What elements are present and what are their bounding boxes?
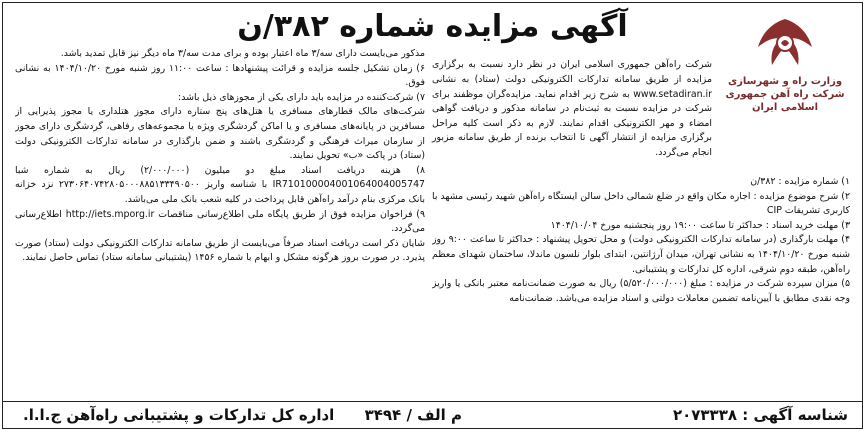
- list-item: ۲) شرح موضوع مزایده : اجاره مکان واقع در ضلع شمالی داخل سالن ایستگاه راه‌آهن شهید رئیسی مشهد با کاربری تشریفات CIP: [432, 190, 850, 217]
- footer: [3, 405, 862, 427]
- list-item: شایان ذکر است دریافت اسناد صرفاً می‌بایست از طریق سامانه تدارکات الکترونیکی دولت (ستاد) صورت پذیرد. در صورت بروز هرگونه مشکل و ابهام با شماره ۱۴۵۶ (پشتیبانی سامانه ستاد) تماس حاصل نمایند.: [15, 237, 425, 264]
- issuing-office: اداره کل تدارکات و پشتیبانی راه‌آهن ج.ا.ا.: [23, 406, 335, 424]
- right-column: [432, 175, 850, 400]
- list-item: شرکت‌های مالک قطارهای مسافری یا هتل‌های پنج ستاره دارای مجوز هتلداری یا مجوز پذیرایی از مسافرین در پایانه‌های مسافری و یا اماکن گردشگری ویژه یا مجموعه‌های رفاهی، گردشگری دارای مجوز از سازمان میراث فرهنگی و گردشگری باشند و ضمن بارگذاری در سامانه تدارکات الکترونیکی دولت (ستاد) در پاکت «ب» تحویل نمایند.: [15, 106, 425, 162]
- list-item: ۸) هزینه دریافت اسناد مبلغ دو میلیون (۲/۰۰۰/۰۰۰) ریال به شماره شبا IR710100004001064004005747 با شناسه واریز ۲۷۳۰۶۴۰۷۴۲۸۰۵۰۰۰۸۸۵۱۳۳۴۹۰۵۰۰ نزد خزانه بانک مرکزی بنام درآمد راه‌آهن قابل پرداخت در کلیه شعب بانک ملی می‌باشد.: [15, 164, 425, 205]
- winged-logo-icon: [750, 13, 820, 75]
- list-item: ۷) شرکت‌کننده در مزایده باید دارای یکی از مجوزهای ذیل باشد:: [178, 91, 425, 103]
- logo-ministry: وزارت راه و شهرسازی: [727, 76, 843, 87]
- list-item: ۵) میزان سپرده شرکت در مزایده : مبلغ (۵/۵۲۰/۰۰۰/۰۰۰) ریال به صورت ضمانت‌نامه معتبر بانکی یا واریز وجه نقدی مطابق با آیین‌نامه تضمین معاملات دولتی و اسناد مزایده می‌باشد. ضمانت‌نامه: [432, 278, 850, 304]
- publication-code: م الف / ۳۴۹۴: [364, 406, 462, 424]
- list-item: ۱) شماره مزایده : ۳۸۲/ن: [750, 176, 850, 187]
- list-item: ۹) فراخوان مزایده فوق از طریق پایگاه ملی اطلاع‌رسانی مناقصات http://iets.mporg.ir اطلاع‌رسانی می‌گردد.: [15, 208, 425, 235]
- left-column: [15, 47, 425, 399]
- logo-company: شرکت راه آهن جمهوری اسلامی ایران: [725, 89, 845, 113]
- intro-text: شرکت راه‌آهن جمهوری اسلامی ایران در نظر دارد نسبت به برگزاری مزایده از طریق سامانه تدارکات الکترونیکی دولت (ستاد) به نشانی www.setadiran.ir به شرح زیر اقدام نماید. مزایده‌گران موظفند برای شرکت در مزایده نسبت به ثبت‌نام در سامانه مذکور و دریافت گواهی امضاء و مهر الکترونیکی اقدام نمایند. لازم به ذکر است کلیه مراحل برگزاری مزایده از انتشار آگهی تا انتخاب برنده از طریق سامانه مزبور انجام می‌گردد.: [432, 59, 712, 158]
- intro-paragraph: [432, 49, 712, 170]
- railway-logo: [720, 13, 850, 125]
- list-item: ۴) مهلت بارگذاری (در سامانه تدارکات الکترونیکی دولت) و محل تحویل پیشنهاد : حداکثر تا ساعت ۹:۰۰ روز شنبه مورخ ۱۴۰۴/۱۰/۲۰ به نشانی تهران، میدان آرژانتین، ابتدای بلوار نلسون ماندلا، ساختمان شهدای معظم راه‌آهن، طبقه دوم شرقی، اداره کل تدارکات و پشتیبانی.: [432, 234, 850, 275]
- notice-title: آگهی مزایده شماره ۳۸۲/ن: [237, 9, 628, 44]
- list-item: مذکور می‌بایست دارای سه/۳ ماه اعتبار بوده و برای مدت سه/۳ ماه دیگر نیز قابل تمدید باشد.: [60, 48, 425, 59]
- footer-divider: [3, 401, 862, 402]
- list-item: ۶) زمان تشکیل جلسه مزایده و قرائت پیشنهادها : ساعت ۱۱:۰۰ روز شنبه مورخ ۱۴۰۴/۱۰/۲۰ به نشانی فوق.: [15, 62, 425, 89]
- auction-notice: [2, 2, 863, 429]
- list-item: ۳) مهلت خرید اسناد : حداکثر تا ساعت ۱۹:۰۰ روز پنجشنبه مورخ ۱۴۰۴/۱۰/۰۴: [550, 219, 850, 231]
- notice-id: شناسه آگهی : ۲۰۷۳۳۳۸: [672, 406, 848, 424]
